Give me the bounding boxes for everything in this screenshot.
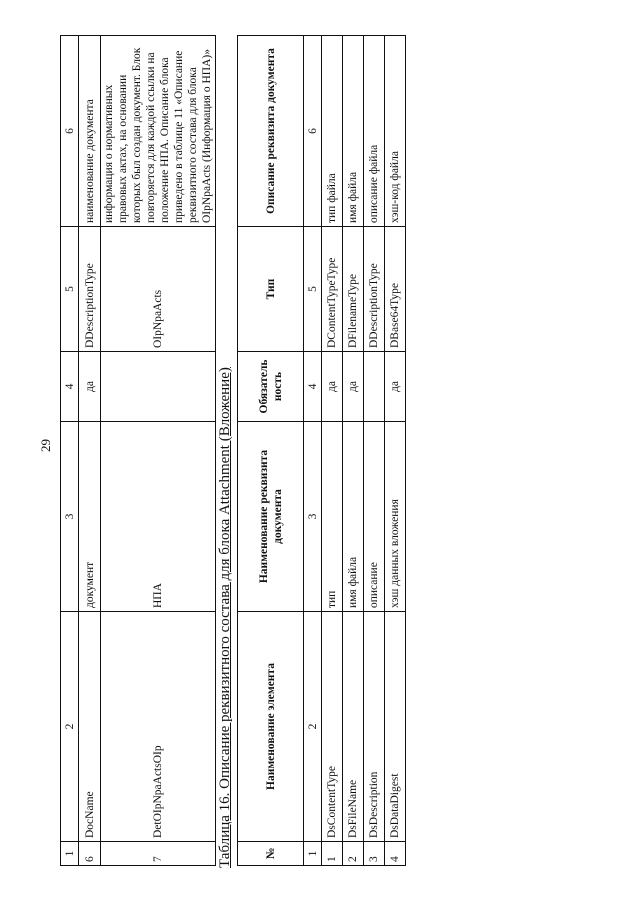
- element-name: DsContentType: [322, 612, 343, 842]
- element-description: описание файла: [364, 36, 385, 227]
- table-row: [385, 36, 406, 866]
- row-number: 3: [364, 842, 385, 866]
- column-number: 4: [61, 352, 79, 422]
- table-row: [79, 36, 101, 866]
- element-name: DocName: [79, 612, 101, 842]
- table-16-title: Таблица 16. Описание реквизитного состава для блока Attachment (Вложение): [217, 367, 233, 868]
- column-number: 1: [304, 842, 322, 866]
- column-number: 1: [61, 842, 79, 866]
- column-header: №: [238, 842, 304, 866]
- element-name: DetOIpNpaActsOIp: [101, 612, 216, 842]
- column-header: Обязатель ность: [238, 352, 304, 422]
- required-flag: да: [79, 352, 101, 422]
- column-number-row: [304, 36, 322, 866]
- element-label: тип: [322, 422, 343, 612]
- column-header: Наименование реквизита документа: [238, 422, 304, 612]
- row-number: 1: [322, 842, 343, 866]
- table-row: [343, 36, 364, 866]
- row-number: 7: [101, 842, 216, 866]
- element-description: хэш-код файла: [385, 36, 406, 227]
- required-flag: [364, 352, 385, 422]
- required-flag: да: [343, 352, 364, 422]
- element-type: DDescriptionType: [79, 227, 101, 352]
- continuation-table: [60, 35, 216, 866]
- column-number: 5: [61, 227, 79, 352]
- page-number: 29: [38, 439, 53, 452]
- table-16: [237, 35, 406, 866]
- element-label: имя файла: [343, 422, 364, 612]
- element-label: описание: [364, 422, 385, 612]
- element-label: документ: [79, 422, 101, 612]
- element-type: DBase64Type: [385, 227, 406, 352]
- column-number: 4: [304, 352, 322, 422]
- element-description: имя файла: [343, 36, 364, 227]
- column-header: Наименование элемента: [238, 612, 304, 842]
- element-label: НПА: [101, 422, 216, 612]
- required-flag: [101, 352, 216, 422]
- element-description: наименование документа: [79, 36, 101, 227]
- table-16-block: [237, 35, 406, 866]
- element-type: DContentTypeType: [322, 227, 343, 352]
- column-header: Тип: [238, 227, 304, 352]
- table-row: [322, 36, 343, 866]
- column-number: 6: [61, 36, 79, 227]
- element-label: хэш данных вложения: [385, 422, 406, 612]
- column-number: 5: [304, 227, 322, 352]
- column-number: 2: [304, 612, 322, 842]
- row-number: 2: [343, 842, 364, 866]
- column-number: 3: [304, 422, 322, 612]
- required-flag: да: [385, 352, 406, 422]
- element-name: DsDescription: [364, 612, 385, 842]
- table-header-row: [61, 36, 79, 866]
- element-name: DsDataDigest: [385, 612, 406, 842]
- table-row: [101, 36, 216, 866]
- row-number: 6: [79, 842, 101, 866]
- element-type: DFilenameType: [343, 227, 364, 352]
- element-description: тип файла: [322, 36, 343, 227]
- column-header: Описание реквизита документа: [238, 36, 304, 227]
- element-type: OIpNpaActs: [101, 227, 216, 352]
- column-number: 3: [61, 422, 79, 612]
- table-header-row: [238, 36, 304, 866]
- element-name: DsFileName: [343, 612, 364, 842]
- continuation-table-block: [60, 35, 216, 866]
- row-number: 4: [385, 842, 406, 866]
- column-number: 6: [304, 36, 322, 227]
- element-description: информация о нормативных правовых актах, на основании которых был создан документ. Блок повторяется для каждой ссылки на положение НПА. Описание блока приведено в таблице 11 «Описание реквизитного состава для блока OIpNpaActs (Информация о НПА)»: [101, 36, 216, 227]
- table-row: [364, 36, 385, 866]
- element-type: DDescriptionType: [364, 227, 385, 352]
- required-flag: да: [322, 352, 343, 422]
- column-number: 2: [61, 612, 79, 842]
